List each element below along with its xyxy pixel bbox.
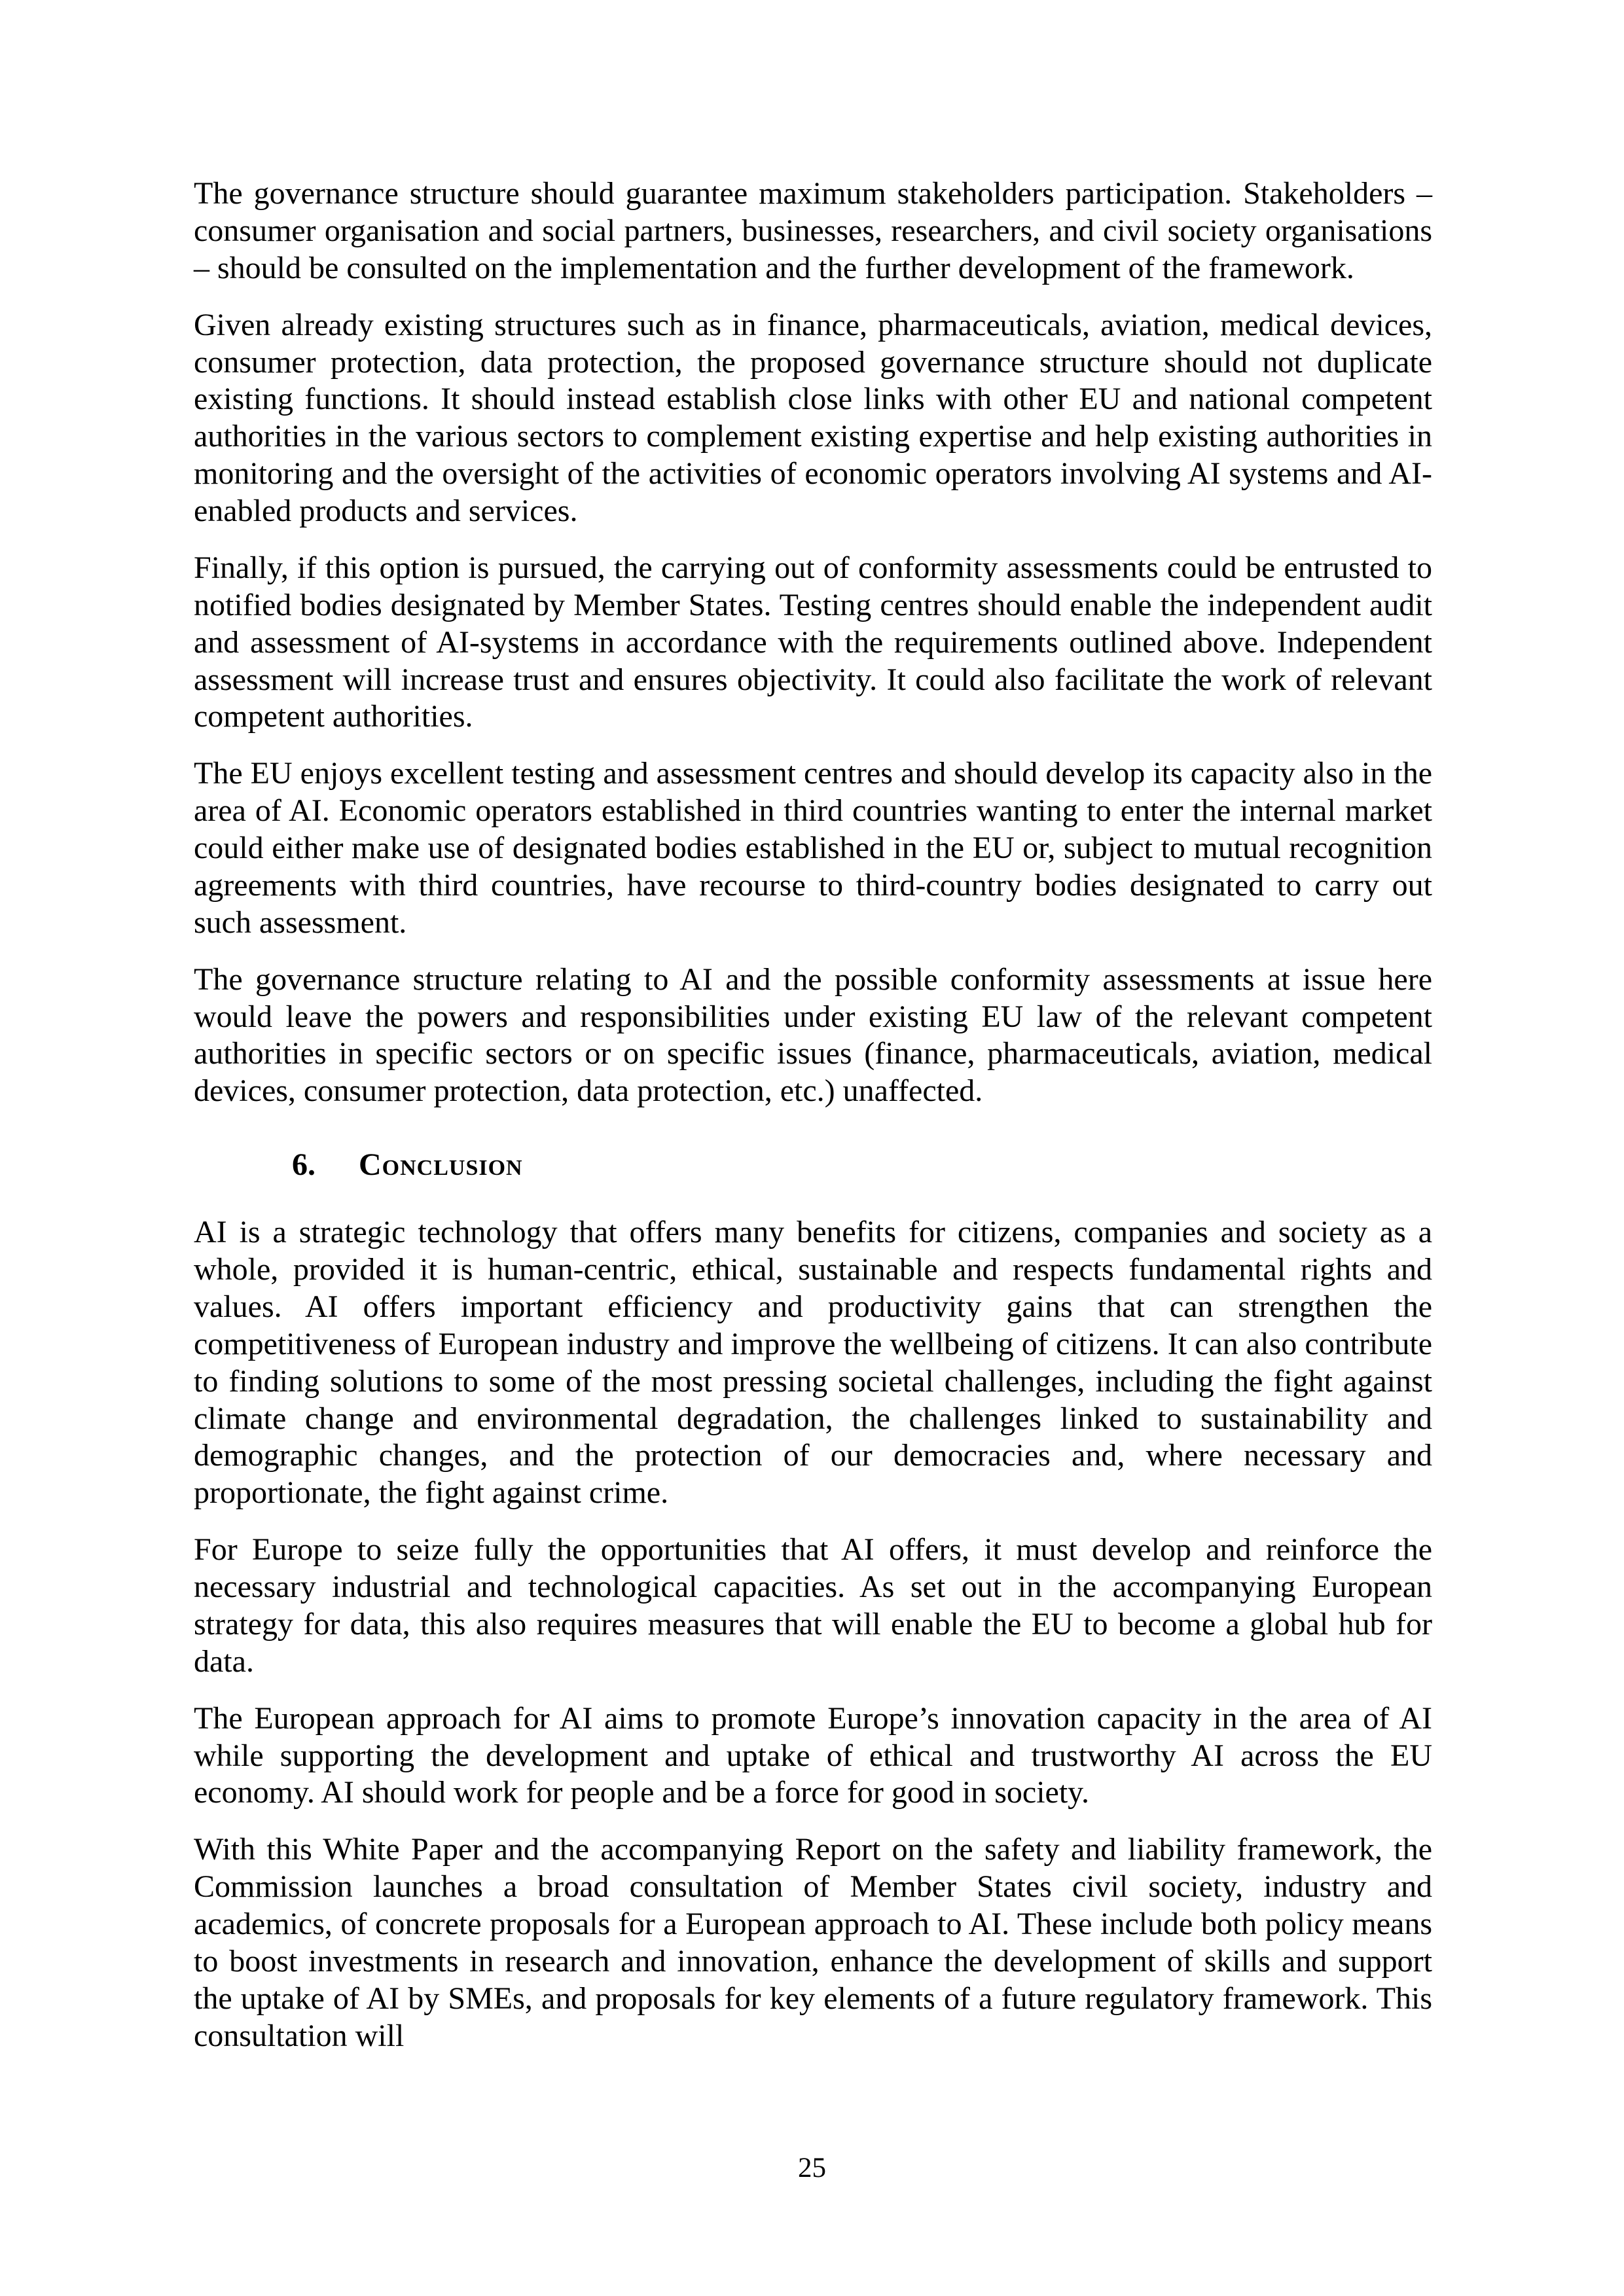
section-heading <box>292 1147 1432 1183</box>
page-number: 25 <box>798 2153 826 2183</box>
paragraph: The European approach for AI aims to promote Europe’s innovation capacity in the area of AI while supporting the development and uptake of ethical and trustworthy AI across the EU economy. AI should work for people and be a force for good in society. <box>194 1700 1432 1810</box>
section-title: Conclusion <box>359 1147 523 1183</box>
section-number: 6. <box>292 1147 316 1183</box>
page-content <box>194 175 1432 2075</box>
paragraph: The EU enjoys excellent testing and assessment centres and should develop its capacity also in the area of AI. Economic operators established in third countries wanting to enter the internal market could either make use of designated bodies established in the EU or, subject to mutual recognition agreements with third countries, have recourse to third-country bodies designated to carry out such assessment. <box>194 756 1432 940</box>
paragraph: The governance structure should guarantee maximum stakeholders participation. Stakeholders – consumer organisation and social partners, businesses, researchers, and civil society organisations – should be consulted on the implementation and the further development of the framework. <box>194 176 1432 285</box>
paragraph: The governance structure relating to AI and the possible conformity assessments at issue here would leave the powers and responsibilities under existing EU law of the relevant competent authorities in specific sectors or on specific issues (finance, pharmaceuticals, aviation, medical devices, consumer protection, data protection, etc.) unaffected. <box>194 961 1432 1109</box>
paragraph: Finally, if this option is pursued, the carrying out of conformity assessments could be entrusted to notified bodies designated by Member States. Testing centres should enable the independent audit and assessment of AI-systems in accordance with the requirements outlined above. Independent assessment will increase trust and ensures objectivity. It could also facilitate the work of relevant competent authorities. <box>194 550 1432 734</box>
paragraph: With this White Paper and the accompanying Report on the safety and liability framework, the Commission launches a broad consultation of Member States civil society, industry and academics, of concrete proposals for a European approach to AI. These include both policy means to boost investments in research and innovation, enhance the development of skills and support the uptake of AI by SMEs, and proposals for key elements of a future regulatory framework. This consultation will <box>194 1832 1432 2053</box>
paragraph: For Europe to seize fully the opportunities that AI offers, it must develop and reinforce the necessary industrial and technological capacities. As set out in the accompanying European strategy for data, this also requires measures that will enable the EU to become a global hub for data. <box>194 1532 1432 1679</box>
paragraph: AI is a strategic technology that offers many benefits for citizens, companies and society as a whole, provided it is human-centric, ethical, sustainable and respects fundamental rights and values. AI offers important efficiency and productivity gains that can strengthen the competitiveness of European industry and improve the wellbeing of citizens. It can also contribute to finding solutions to some of the most pressing societal challenges, including the fight against climate change and environmental degradation, the challenges linked to sustainability and demographic changes, and the protection of our democracies and, where necessary and proportionate, the fight against crime. <box>194 1215 1432 1511</box>
paragraph: Given already existing structures such as in finance, pharmaceuticals, aviation, medical devices, consumer protection, data protection, the proposed governance structure should not duplicate existing functions. It should instead establish close links with other EU and national competent authorities in the various sectors to complement existing expertise and help existing authorities in monitoring and the oversight of the activities of economic operators involving AI systems and AI-enabled products and services. <box>194 307 1432 528</box>
